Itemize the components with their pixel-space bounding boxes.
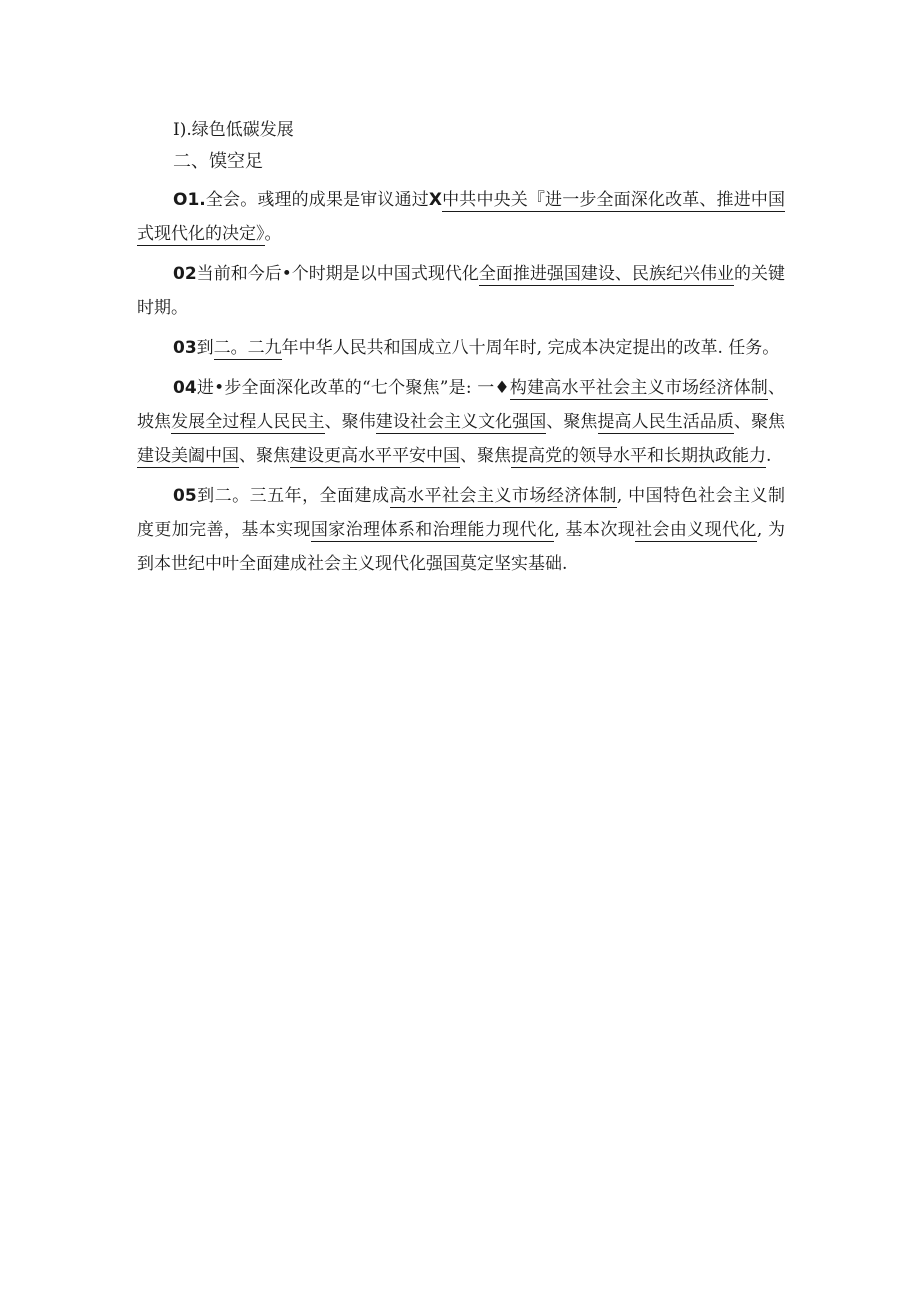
text-segment: 进•步全面深化改革的“七个聚焦”是: 一♦ [196, 378, 510, 398]
answer-blank: 二。二九 [213, 338, 282, 358]
text-segment: X [428, 190, 442, 210]
text-segment: 到 [196, 338, 214, 358]
item-number: 04 [173, 378, 197, 398]
section-heading: 二、馍空足 [173, 151, 263, 172]
item-content [137, 378, 785, 468]
fill-item-3 [137, 331, 785, 365]
text-segment: , 为到本世纪中叶全面建成社会主义现代化强国莫定坚实基础. [137, 520, 786, 574]
answer-blank: 中共中央关『进一步全面深化改革、推进中国式现代化的决定》 [137, 190, 786, 244]
text-segment: , 基本次现 [554, 520, 636, 540]
item-content [137, 190, 785, 246]
text-segment: 全会。彧理的成果是审议通过 [205, 190, 429, 210]
text-segment: 、聚焦 [733, 412, 786, 432]
text-segment: . [766, 446, 772, 466]
answer-blank: 构建高水平社会主义市场经济体制 [509, 378, 769, 398]
answer-blank: 提高党的领导水平和长期执政能力 [511, 446, 766, 466]
answer-blank: 国家治理体系和治理能力现代化 [310, 520, 555, 540]
fill-item-1 [137, 183, 785, 251]
text-segment: 、聚焦 [546, 412, 598, 432]
fill-item-2 [137, 257, 785, 325]
text-segment: 。 [264, 224, 282, 244]
text-segment: , 中国特色社会主义制度更加完善，基本实现 [137, 486, 786, 540]
answer-blank: 高水平社会主义市场经济体制 [389, 486, 617, 506]
option-d: I).绿色低碳发展 [173, 120, 294, 140]
text-segment: 、聚焦 [460, 446, 511, 466]
fill-item-5 [137, 479, 785, 581]
document-page [137, 118, 785, 587]
item-content [137, 264, 785, 318]
text-segment: 、聚焦 [239, 446, 290, 466]
text-segment: 、坡焦 [137, 378, 786, 432]
item-number: 02 [173, 264, 197, 284]
text-segment: 到二。三五年，全面建成 [196, 486, 390, 506]
answer-blank: 建设更高水平平安中国 [290, 446, 460, 466]
item-number: O1. [173, 190, 206, 210]
text-segment: 年中华人民共和国成立八十周年时, 完成本决定提出的改革. 任务。 [281, 338, 780, 358]
answer-blank: 提高人民生活品质 [597, 412, 734, 432]
answer-blank: 社会由义现代化 [635, 520, 757, 540]
item-content [137, 486, 785, 574]
answer-blank: 全面推进强国建设、民族纪兴伟业 [478, 264, 734, 284]
text-segment: 的关键时期。 [137, 264, 786, 318]
item-number: 05 [173, 486, 197, 506]
answer-blank: 建设美阖中国 [137, 446, 239, 466]
answer-blank: 发展全过程人民民主 [171, 412, 325, 432]
answer-blank: 建设社会主义文化强国 [375, 412, 547, 432]
item-content [197, 338, 780, 360]
item-number: 03 [173, 338, 197, 358]
text-segment: 当前和今后•个时期是以中国式现代化 [196, 264, 479, 284]
fill-item-4 [137, 371, 785, 473]
text-segment: 、聚伟 [324, 412, 376, 432]
